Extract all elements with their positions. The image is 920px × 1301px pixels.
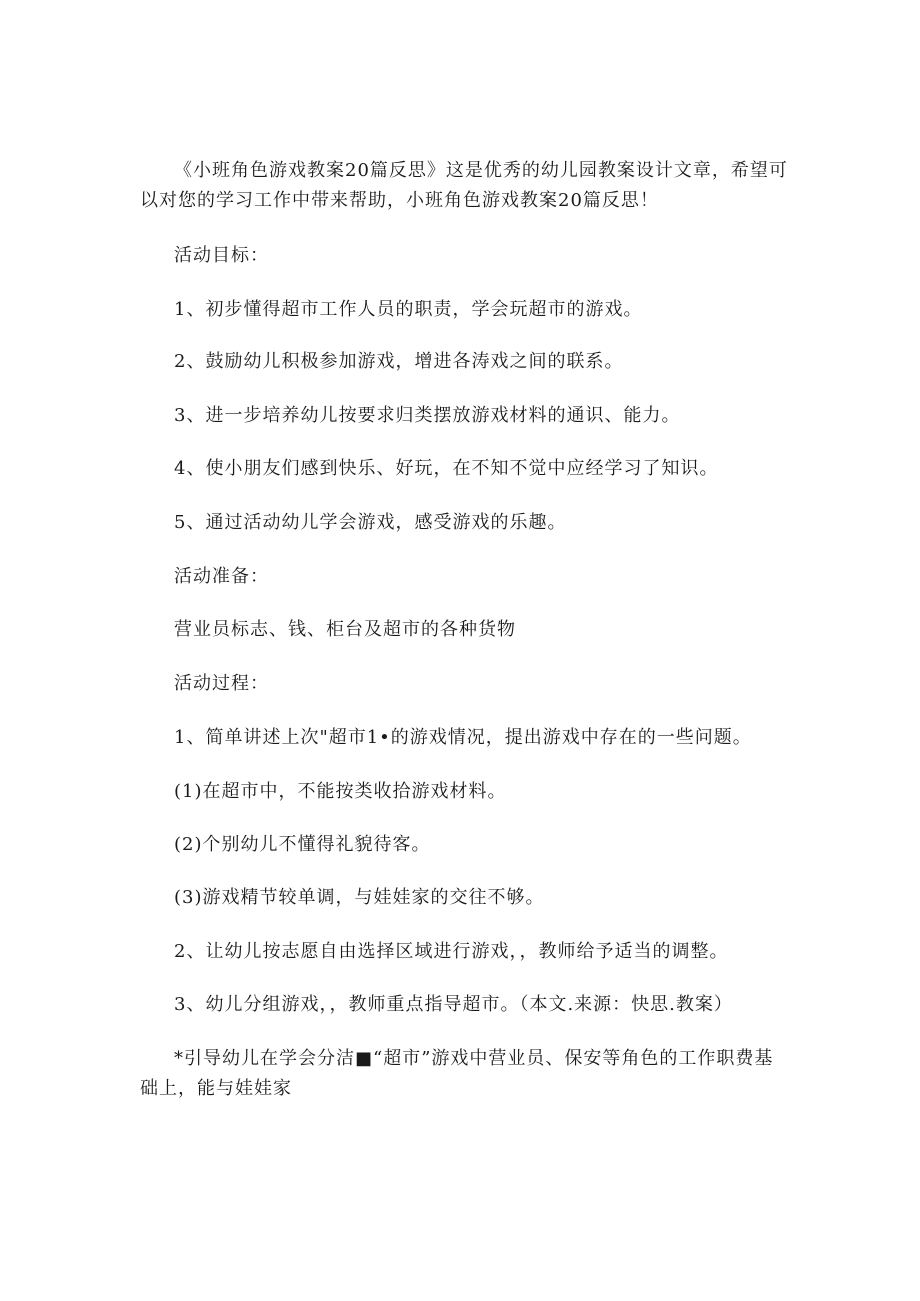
goal-item-2: 2、鼓励幼儿积极参加游戏，增进各涛戏之间的联系。 bbox=[174, 351, 624, 372]
intro-line-2: 以对您的学习工作中带来帮助，小班角色游戏教案20篇反思！ bbox=[140, 190, 659, 211]
process-subitem-1: (1)在超市中，不能按类收拾游戏材料。 bbox=[174, 781, 507, 802]
goal-item-3: 3、进一步培养幼儿按要求归类摆放游戏材料的通识、能力。 bbox=[174, 405, 681, 426]
goal-item-5: 5、通过活动幼儿学会游戏，感受游戏的乐趣。 bbox=[174, 512, 567, 533]
process-subitem-3: (3)游戏精节较单调，与娃娃家的交往不够。 bbox=[174, 887, 545, 908]
process-subitem-2: (2)个别幼儿不懂得礼貌待客。 bbox=[174, 834, 431, 855]
guide-line-1: *引导幼儿在学会分洁■“超市”游戏中营业员、保安等角色的工作职费基 bbox=[174, 1048, 774, 1069]
process-item-2: 2、让幼儿按志愿自由选择区域进行游戏，，教师给予适当的调整。 bbox=[174, 941, 729, 962]
intro-paragraph bbox=[140, 156, 788, 216]
guide-line-2: 础上，能与娃娃家 bbox=[140, 1078, 292, 1099]
process-item-3: 3、幼儿分组游戏，，教师重点指导超市。（本文.来源：快思.教案） bbox=[174, 994, 733, 1015]
prep-heading: 活动准备： bbox=[174, 566, 269, 587]
process-item-1: 1、简单讲述上次"超市1•的游戏情况，提出游戏中存在的一些问题。 bbox=[174, 727, 752, 748]
prep-text: 营业员标志、钱、柜台及超市的各种货物 bbox=[174, 619, 516, 640]
guide-paragraph bbox=[140, 1044, 773, 1104]
intro-line-1: 《小班角色游戏教案20篇反思》这是优秀的幼儿园教案设计文章，希望可 bbox=[174, 160, 788, 181]
process-heading: 活动过程： bbox=[174, 673, 269, 694]
goal-item-4: 4、使小朋友们感到快乐、好玩，在不知不觉中应经学习了知识。 bbox=[174, 458, 719, 479]
goals-heading: 活动目标： bbox=[174, 245, 269, 266]
goal-item-1: 1、初步懂得超市工作人员的职责，学会玩超市的游戏。 bbox=[174, 299, 643, 320]
